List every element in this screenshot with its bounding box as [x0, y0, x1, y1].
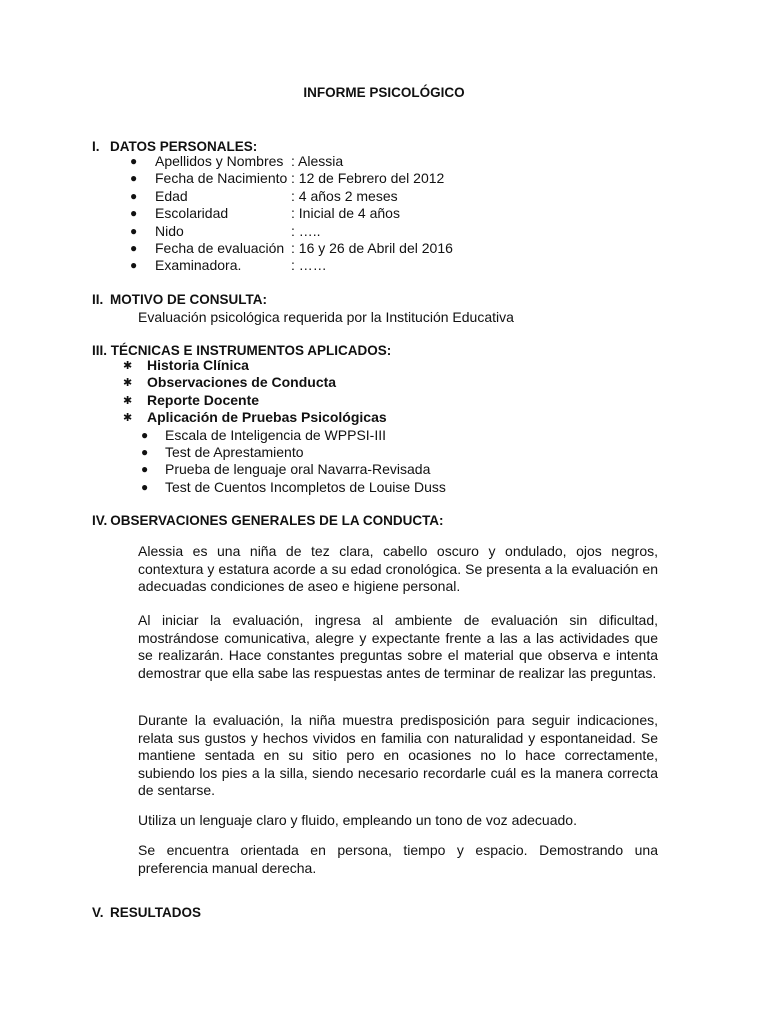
section-number: III. [92, 343, 108, 358]
section-heading-tecnicas [92, 343, 391, 358]
technique-label: Observaciones de Conducta [147, 374, 337, 391]
observation-paragraph: Utiliza un lenguaje claro y fluido, empleando un tono de voz adecuado. [138, 812, 577, 828]
bullet-icon: ● [141, 462, 149, 477]
section-heading-datos-personales [92, 139, 257, 154]
list-item [0, 170, 768, 187]
section-title: TÉCNICAS E INSTRUMENTOS APLICADOS: [110, 343, 392, 358]
field-value: : Alessia [291, 153, 344, 169]
technique-label: Historia Clínica [147, 357, 249, 373]
test-label: Escala de Inteligencia de WPPSI-III [165, 426, 386, 443]
list-item [0, 257, 768, 274]
section-number: V. [92, 905, 104, 920]
section-number: IV. [92, 513, 108, 528]
field-label: Nido [155, 222, 184, 239]
bullet-icon: ● [141, 427, 149, 442]
list-item [0, 427, 768, 444]
field-label: Escolaridad [155, 205, 229, 222]
section-number: II. [92, 292, 104, 307]
section-heading-resultados [92, 905, 201, 920]
technique-label: Reporte Docente [147, 391, 260, 408]
bullet-icon: ● [130, 188, 138, 203]
list-item [0, 444, 768, 461]
bullet-icon: ● [141, 479, 149, 494]
bullet-icon: ● [130, 258, 138, 273]
field-value: : Inicial de 4 años [291, 205, 400, 222]
field-label: Edad [155, 187, 188, 204]
field-label: Fecha de Nacimiento [155, 170, 288, 187]
list-item [0, 188, 768, 205]
field-label: Examinadora. [155, 257, 242, 274]
observation-paragraph: Se encuentra orientada en persona, tiempo y espacio. Demostrando una preferencia manual derecha. [138, 842, 658, 876]
list-item [0, 392, 768, 409]
bullet-icon: ● [130, 223, 138, 238]
field-value: : 16 y 26 de Abril del 2016 [291, 239, 453, 256]
technique-label: Aplicación de Pruebas Psicológicas [147, 409, 387, 426]
test-label: Prueba de lenguaje oral Navarra-Revisada [165, 461, 431, 478]
field-value: : …… [291, 257, 327, 274]
field-value: : 12 de Febrero del 2012 [291, 170, 445, 187]
asterisk-bullet-icon: ✱ [123, 394, 133, 407]
list-item [0, 153, 768, 170]
section-title: OBSERVACIONES GENERALES DE LA CONDUCTA: [110, 513, 444, 528]
test-label: Test de Cuentos Incompletos de Louise Duss [165, 478, 446, 495]
section-heading-observaciones [92, 513, 444, 528]
asterisk-bullet-icon: ✱ [123, 360, 133, 372]
document-title: INFORME PSICOLÓGICO [303, 85, 465, 100]
list-item [0, 223, 768, 240]
list-item [0, 374, 768, 391]
field-label: Fecha de evaluación [155, 239, 285, 256]
field-value: : 4 años 2 meses [291, 187, 398, 204]
test-label: Test de Aprestamiento [165, 443, 304, 460]
asterisk-bullet-icon: ✱ [123, 412, 133, 425]
bullet-icon: ● [130, 171, 138, 186]
field-value: : ….. [291, 222, 321, 239]
observation-paragraph: Durante la evaluación, la niña muestra predisposición para seguir indicaciones, relata sus gustos y hechos vividos en familia con naturalidad y espontaneidad. Se mantiene sentada en su sitio pero en ocasiones no lo hace correctamente, subiendo los pies a la silla, siendo necesario recordarle cuál es la manera correcta de sentarse. [138, 712, 658, 799]
list-item [0, 461, 768, 478]
asterisk-bullet-icon: ✱ [123, 377, 133, 390]
section-title: MOTIVO DE CONSULTA: [110, 292, 267, 307]
list-item [0, 479, 768, 496]
section-number: I. [92, 139, 100, 154]
section-title: DATOS PERSONALES: [110, 139, 258, 154]
section-title: RESULTADOS [110, 905, 201, 920]
list-item [0, 357, 768, 374]
list-item [0, 240, 768, 257]
field-label: Apellidos y Nombres [155, 153, 284, 169]
observation-paragraph: Al iniciar la evaluación, ingresa al ambiente de evaluación sin dificultad, mostrándose comunicativa, alegre y expectante frente a las a las actividades que se realizarán. Hace constantes preguntas sobre el material que observa e intenta demostrar que ella sabe las respuestas antes de terminar de realizar las preguntas. [138, 612, 658, 681]
list-item [0, 205, 768, 222]
bullet-icon: ● [141, 444, 149, 459]
bullet-icon: ● [130, 206, 138, 221]
techniques-list [0, 357, 768, 496]
section-heading-motivo-consulta [92, 292, 267, 307]
bullet-icon: ● [130, 154, 138, 168]
personal-data-list [0, 153, 768, 275]
observation-paragraph: Alessia es una niña de tez clara, cabello oscuro y ondulado, ojos negros, contextura y estatura acorde a su edad cronológica. Se presenta a la evaluación en adecuadas condiciones de aseo e higiene personal. [138, 543, 658, 595]
list-item [0, 409, 768, 426]
motivo-text: Evaluación psicológica requerida por la Institución Educativa [138, 309, 514, 325]
bullet-icon: ● [130, 240, 138, 255]
